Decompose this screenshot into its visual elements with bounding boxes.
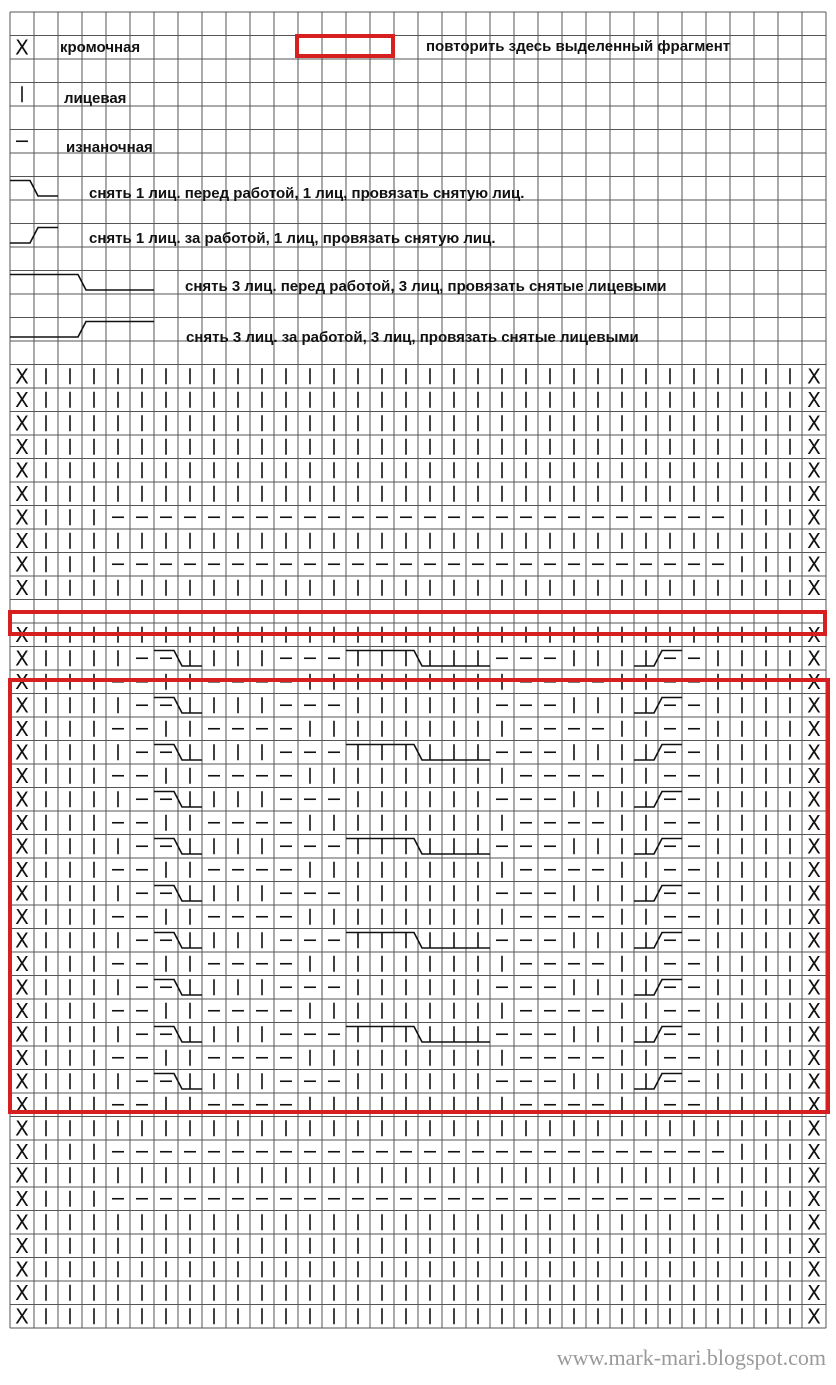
legend-cable-left-1-label: снять 1 лиц. перед работой, 1 лиц, провязать снятую лиц. [89,185,525,202]
legend-cable-right-1-label: снять 1 лиц. за работой, 1 лиц, провязать снятую лиц. [89,230,496,247]
edge-stitch: X [15,622,29,647]
edge-stitch: X [15,1186,29,1211]
edge-stitch: X [807,763,821,788]
edge-stitch: X [807,1139,821,1164]
edge-stitch: X [15,1304,29,1329]
edge-stitch: X [807,810,821,835]
edge-stitch: X [807,1163,821,1188]
edge-stitch: X [807,716,821,741]
edge-stitch: X [15,434,29,459]
repeat-section-box [10,680,828,1112]
edge-stitch: X [807,364,821,389]
edge-stitch: X [15,1045,29,1070]
legend-edge-icon: X [15,35,29,60]
edge-stitch: X [15,1163,29,1188]
edge-stitch: X [807,693,821,718]
edge-stitch: X [15,481,29,506]
edge-stitch: X [15,1139,29,1164]
edge-stitch: X [807,622,821,647]
edge-stitch: X [15,528,29,553]
edge-stitch: X [807,434,821,459]
edge-stitch: X [15,951,29,976]
edge-stitch: X [807,1233,821,1258]
edge-stitch: X [807,646,821,671]
edge-stitch: X [15,1116,29,1141]
edge-stitch: X [15,1210,29,1235]
edge-stitch: X [15,1257,29,1282]
edge-stitch: X [15,364,29,389]
legend-edge-label: кромочная [60,39,141,56]
edge-stitch: X [15,411,29,436]
edge-stitch: X [807,881,821,906]
edge-stitch: X [807,1116,821,1141]
legend-cable-left-3-label: снять 3 лиц. перед работой, 3 лиц, провязать снятые лицевыми [185,278,667,295]
edge-stitch: X [15,1233,29,1258]
edge-stitch: X [807,1092,821,1117]
edge-stitch: X [807,834,821,859]
legend-cable-right-3-label: снять 3 лиц. за работой, 3 лиц, провязать снятые лицевыми [186,329,639,346]
edge-stitch: X [807,669,821,694]
edge-stitch: X [15,693,29,718]
edge-stitch: X [807,1210,821,1235]
edge-stitch: X [15,975,29,1000]
edge-stitch: X [807,1280,821,1305]
edge-stitch: X [807,528,821,553]
edge-stitch: X [807,740,821,765]
edge-stitch: X [15,928,29,953]
edge-stitch: X [807,904,821,929]
edge-stitch: X [807,552,821,577]
edge-stitch: X [15,810,29,835]
watermark: www.mark-mari.blogspot.com [556,1345,826,1370]
edge-stitch: X [807,481,821,506]
edge-stitch: X [15,716,29,741]
edge-stitch: X [807,387,821,412]
edge-stitch: X [807,1257,821,1282]
edge-stitch: X [15,505,29,530]
legend-knit-label: лицевая [64,90,127,107]
edge-stitch: X [15,998,29,1023]
edge-stitch: X [807,575,821,600]
edge-stitch: X [15,1069,29,1094]
edge-stitch: X [15,575,29,600]
edge-stitch: X [15,646,29,671]
legend-repeat-label: повторить здесь выделенный фрагмент [426,38,731,55]
edge-stitch: X [807,975,821,1000]
edge-stitch: X [807,857,821,882]
edge-stitch: X [15,1280,29,1305]
edge-stitch: X [807,505,821,530]
edge-stitch: X [15,1022,29,1047]
edge-stitch: X [807,928,821,953]
edge-stitch: X [807,411,821,436]
edge-stitch: X [807,787,821,812]
legend-purl-label: изнаночная [66,139,153,156]
edge-stitch: X [15,1092,29,1117]
legend-repeat-swatch [297,36,393,56]
edge-stitch: X [15,834,29,859]
edge-stitch: X [807,951,821,976]
edge-stitch: X [15,740,29,765]
edge-stitch: X [15,904,29,929]
chart-grid [10,12,826,1328]
edge-stitch: X [15,787,29,812]
edge-stitch: X [807,458,821,483]
edge-stitch: X [807,1304,821,1329]
edge-stitch: X [807,998,821,1023]
edge-stitch: X [15,763,29,788]
edge-stitch: X [15,458,29,483]
edge-stitch: X [15,857,29,882]
edge-stitch: X [15,881,29,906]
edge-stitch: X [807,1069,821,1094]
edge-stitch: X [807,1022,821,1047]
edge-stitch: X [15,669,29,694]
edge-stitch: X [15,552,29,577]
edge-stitch: X [807,1186,821,1211]
edge-stitch: X [15,387,29,412]
edge-stitch: X [807,1045,821,1070]
